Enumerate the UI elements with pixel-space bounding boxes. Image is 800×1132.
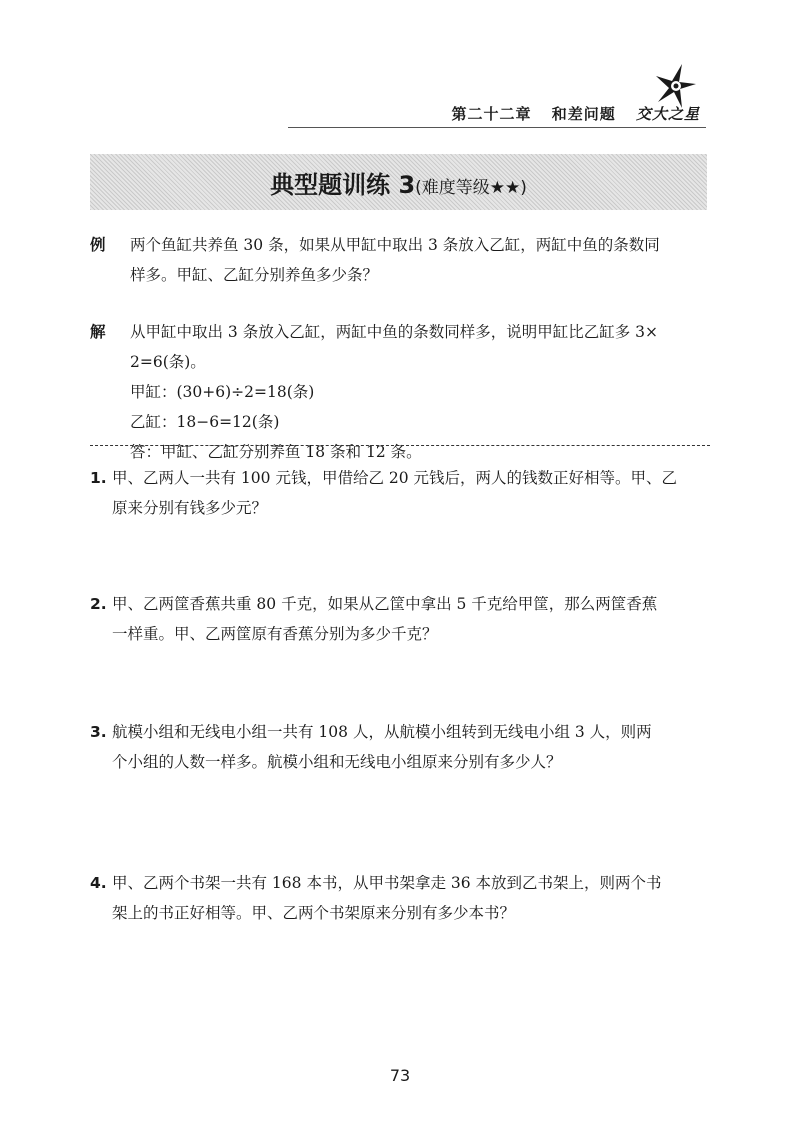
example-line: 样多。甲缸、乙缸分别养鱼多少条？ [130,266,379,284]
problem-item [90,463,710,523]
brand-label: 交大之星 [635,105,700,123]
problem-item [90,717,710,777]
header-rule [288,127,706,128]
chapter-label: 第二十二章 [451,105,532,123]
solution-label: 解 [90,323,106,341]
topic-label: 和差问题 [551,105,616,123]
problem-number: 2. [90,595,107,613]
problem-line: 一样重。甲、乙两筐原有香蕉分别为多少千克？ [112,625,438,643]
title-difficulty: (难度等级★★) [415,177,527,198]
solution-line: 从甲缸中取出 3 条放入乙缸，两缸中鱼的条数同样多，说明甲缸比乙缸多 3× [130,323,658,341]
example-line: 两个鱼缸共养鱼 30 条，如果从甲缸中取出 3 条放入乙缸，两缸中鱼的条数同 [130,236,660,254]
example-block [90,230,710,290]
page-number: 73 [389,1066,411,1085]
problem-line: 甲、乙两人一共有 100 元钱，甲借给乙 20 元钱后，两人的钱数正好相等。甲、乙 [112,469,678,487]
problem-line: 航模小组和无线电小组一共有 108 人，从航模小组转到无线电小组 3 人，则两 [112,723,652,741]
section-title [270,165,527,200]
dashed-separator [90,445,710,446]
problem-line: 架上的书正好相等。甲、乙两个书架原来分别有多少本书？ [112,904,516,922]
problem-number: 3. [90,723,107,741]
title-band [90,154,707,210]
running-header [437,103,700,124]
example-label: 例 [90,236,106,254]
problem-line: 个小组的人数一样多。航模小组和无线电小组原来分别有多少人？ [112,753,562,771]
problem-line: 原来分别有钱多少元？ [112,499,268,517]
title-main: 典型题训练 3 [270,170,416,199]
problem-number: 4. [90,874,107,892]
solution-line: 答：甲缸、乙缸分别养鱼 18 条和 12 条。 [130,443,422,461]
problem-number: 1. [90,469,107,487]
problem-item [90,868,710,928]
solution-line: 2=6(条)。 [130,353,206,371]
problem-line: 甲、乙两筐香蕉共重 80 千克，如果从乙筐中拿出 5 千克给甲筐，那么两筐香蕉 [112,595,658,613]
problem-line: 甲、乙两个书架一共有 168 本书，从甲书架拿走 36 本放到乙书架上，则两个书 [112,874,662,892]
solution-line: 乙缸：18−6=12(条) [130,413,280,431]
solution-line: 甲缸：(30+6)÷2=18(条) [130,383,315,401]
problem-item [90,589,710,649]
